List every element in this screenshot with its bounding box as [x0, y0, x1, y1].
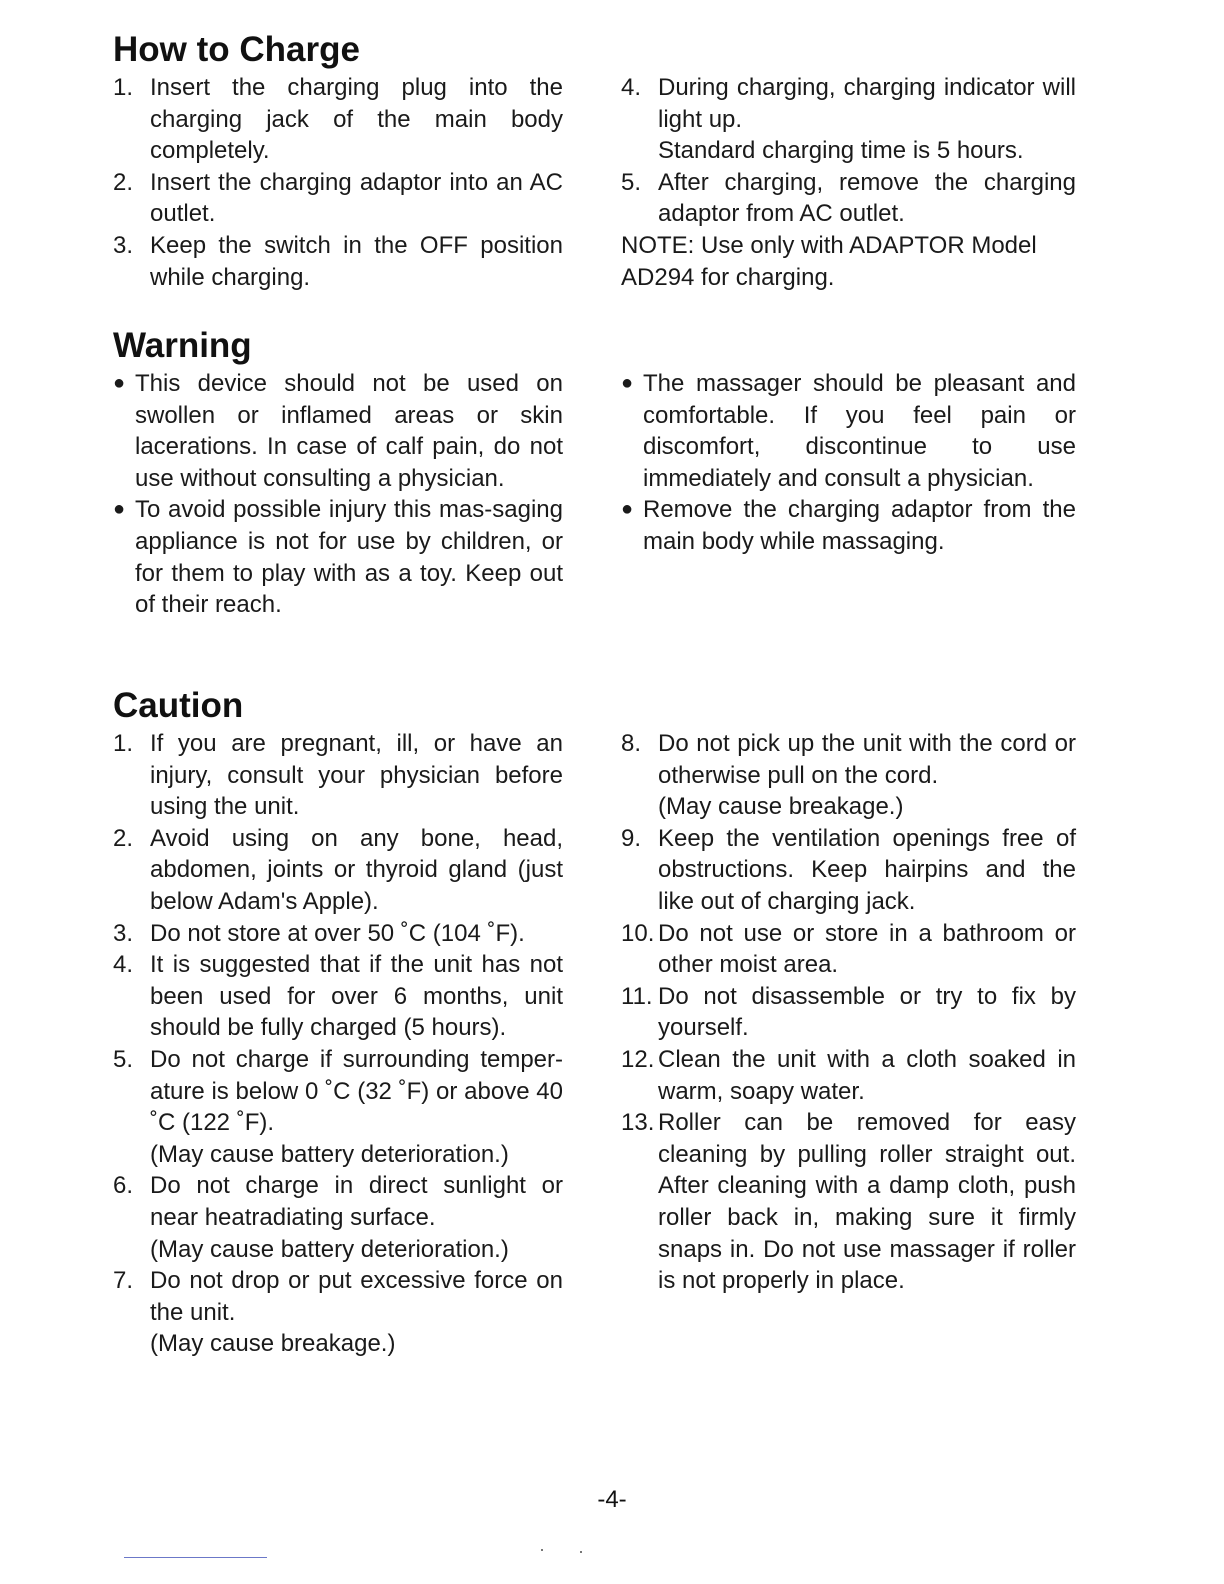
page-number: -4- [597, 1486, 627, 1513]
caution-section [113, 686, 1076, 1360]
scan-speck [580, 1551, 582, 1553]
item-text: Insert the charging plug into the charging jack of the main body completely. [150, 74, 563, 165]
item-text: The massager should be pleasant and comfortable. If you feel pain or discomfort, discontinue to use immediately and consult a physician. [643, 370, 1076, 492]
list-item [113, 1170, 563, 1265]
item-text: It is suggested that if the unit has not been used for over 6 months, unit should be fully charged (5 hours). [150, 951, 563, 1042]
item-text: To avoid possible injury this mas-saging appliance is not for use by children, or for them to play with as a toy. Keep out of their reach. [135, 496, 563, 619]
item-sub-text: (May cause battery deterioration.) [150, 1235, 509, 1263]
item-number: 4. [113, 951, 134, 979]
how-to-charge-left-column [113, 72, 563, 293]
bullet-icon: ● [621, 372, 634, 394]
item-number: 2. [113, 168, 134, 196]
item-number: 12. [621, 1045, 655, 1073]
item-number: 5. [113, 1045, 134, 1073]
item-text: Avoid using on any bone, head, abdomen, joints or thyroid gland (just below Adam's Apple). [150, 824, 563, 915]
item-text: Do not disassemble or try to fix by yourself. [658, 982, 1076, 1042]
list-item [113, 918, 563, 950]
item-number: 5. [621, 168, 642, 196]
item-text: Insert the charging adaptor into an AC outlet. [150, 168, 563, 228]
item-text: After charging, remove the charging adaptor from AC outlet. [658, 168, 1076, 228]
list-item [621, 72, 1076, 167]
list-item [621, 981, 1076, 1044]
item-number: 11. [621, 982, 653, 1010]
how-to-charge-title: How to Charge [113, 30, 360, 69]
item-number: 13. [621, 1109, 655, 1137]
list-item [113, 823, 563, 918]
list-item [621, 1044, 1076, 1107]
item-number: 3. [113, 919, 134, 947]
warning-left-column [113, 368, 563, 621]
item-text [150, 1265, 563, 1360]
list-item [113, 167, 563, 230]
item-text: Do not store at over 50 ˚C (104 ˚F). [150, 919, 525, 947]
item-text: Keep the ventilation openings free of obstructions. Keep hairpins and the like out of charging jack. [658, 824, 1076, 915]
how-to-charge-right-column [621, 72, 1076, 293]
item-number: 2. [113, 824, 134, 852]
bottom-rule [124, 1557, 267, 1558]
list-item [113, 1044, 563, 1170]
item-number: 1. [113, 730, 134, 757]
charging-note: NOTE: Use only with ADAPTOR Model AD294 for charging. [621, 231, 1037, 291]
bullet-icon: ● [621, 498, 634, 521]
list-item [621, 728, 1076, 823]
bullet-item [621, 368, 1076, 494]
item-sub-text: Standard charging time is 5 hours. [658, 137, 1024, 165]
item-text: Keep the switch in the OFF position while charging. [150, 231, 563, 291]
item-main-text: Do not pick up the unit with the cord or otherwise pull on the cord. [658, 730, 1076, 789]
item-main-text: Do not drop or put excessive force on the unit. [150, 1267, 563, 1326]
item-main-text: Do not charge if surrounding temper-ature is below 0 ˚C (32 ˚F) or above 40 ˚C (122 ˚F). [150, 1045, 563, 1137]
list-item [621, 823, 1076, 918]
list-item [113, 949, 563, 1044]
item-text [658, 728, 1076, 823]
item-text [150, 1044, 563, 1170]
bullet-item [113, 494, 563, 620]
item-text: This device should not be used on swollen or inflamed areas or skin lacerations. In case of calf pain, do not use without consulting a physician. [135, 370, 563, 492]
bullet-item [113, 368, 563, 494]
how-to-charge-section [113, 30, 1076, 293]
bullet-icon: ● [113, 498, 126, 521]
item-number: 9. [621, 824, 642, 852]
list-item [113, 230, 563, 293]
item-sub-text: (May cause breakage.) [150, 1330, 396, 1358]
item-main-text: Do not charge in direct sunlight or near heatradiating surface. [150, 1172, 563, 1231]
bullet-item [621, 494, 1076, 557]
item-text: If you are pregnant, ill, or have an injury, consult your physician before using the unit. [150, 730, 563, 821]
item-text: Clean the unit with a cloth soaked in warm, soapy water. [658, 1045, 1076, 1105]
item-number: 8. [621, 730, 642, 757]
item-number: 10. [621, 919, 655, 947]
item-text [150, 1170, 563, 1265]
warning-title: Warning [113, 326, 252, 365]
list-item [621, 918, 1076, 981]
item-number: 3. [113, 231, 134, 259]
item-main-text: During charging, charging indicator will light up. [658, 74, 1076, 133]
list-item [621, 167, 1076, 230]
caution-right-column [621, 728, 1076, 1360]
item-text: Roller can be removed for easy cleaning by pulling roller straight out. After cleaning with a damp cloth, push roller back in, making sure it firmly snaps in. Do not use massager if roller is not properly in place. [658, 1109, 1076, 1295]
item-number: 6. [113, 1172, 134, 1200]
caution-title: Caution [113, 686, 244, 725]
list-item [113, 1265, 563, 1360]
item-sub-text: (May cause battery deterioration.) [150, 1140, 509, 1168]
item-number: 4. [621, 74, 642, 101]
bullet-icon: ● [113, 372, 126, 394]
list-item [113, 72, 563, 167]
list-item [113, 728, 563, 823]
warning-right-column [621, 368, 1076, 621]
item-text: Do not use or store in a bathroom or other moist area. [658, 919, 1076, 979]
warning-section [113, 326, 1076, 621]
item-text: Remove the charging adaptor from the main body while massaging. [643, 496, 1076, 555]
item-number: 1. [113, 74, 134, 101]
scan-speck [541, 1549, 543, 1551]
item-text [658, 72, 1076, 167]
item-number: 7. [113, 1267, 134, 1295]
list-item [621, 1107, 1076, 1297]
item-sub-text: (May cause breakage.) [658, 793, 904, 821]
caution-left-column [113, 728, 563, 1360]
